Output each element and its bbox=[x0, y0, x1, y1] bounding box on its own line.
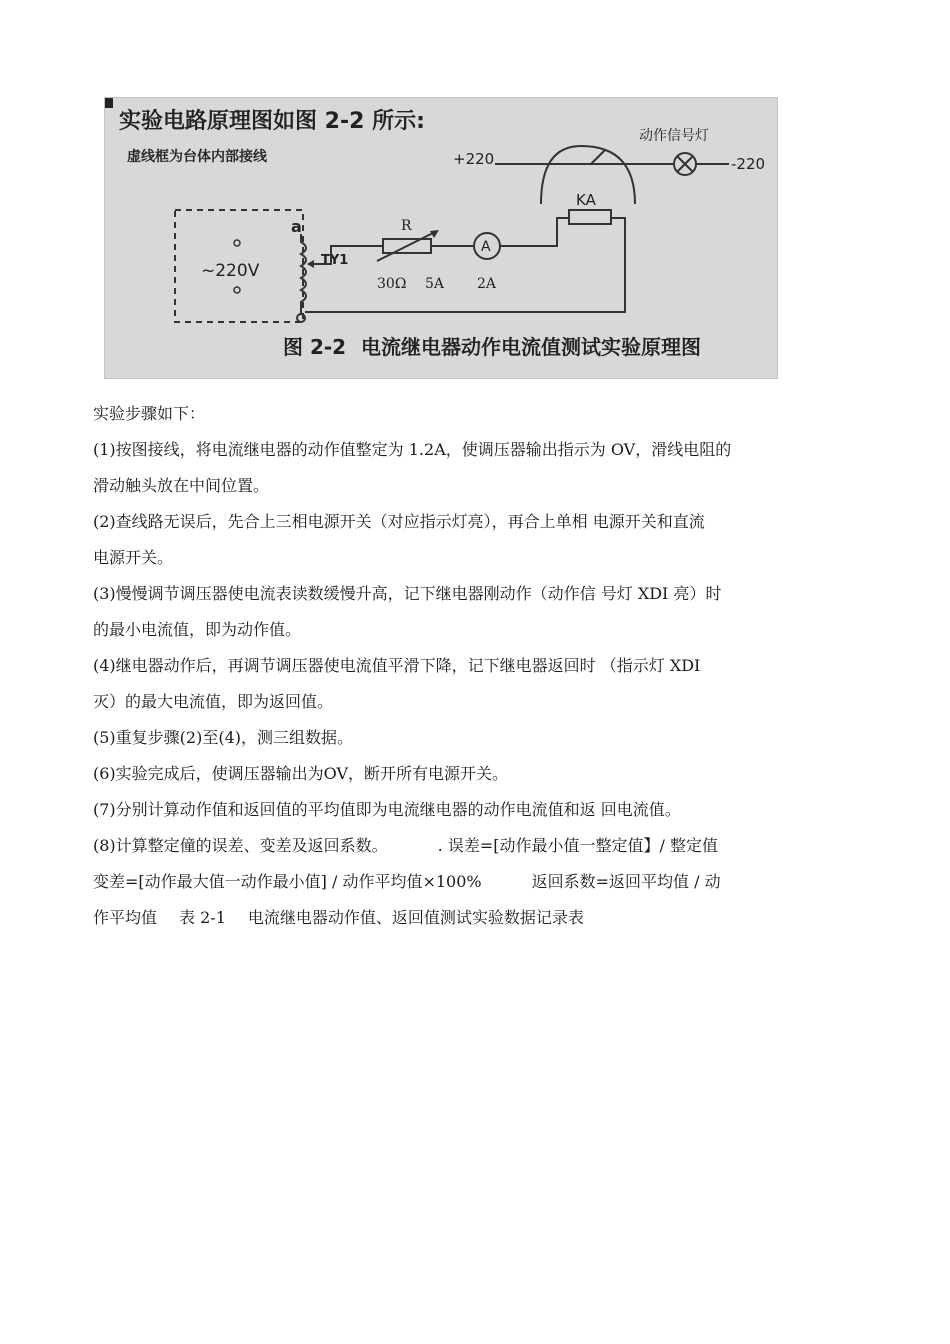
step-2-line-2: 电源开关。 bbox=[93, 548, 174, 567]
steps-intro: 实验步骤如下： bbox=[93, 404, 206, 423]
step-7: (7)分别计算动作值和返回值的平均值即为电流继电器的动作电流值和返 回电流值。 bbox=[93, 800, 681, 819]
signal-lamp-label: 动作信号灯 bbox=[639, 128, 709, 144]
ka-label: KA bbox=[576, 191, 596, 209]
variation-formula: 变差=[动作最大值一动作最小值] / 动作平均值×100% bbox=[93, 872, 482, 891]
step-3-line-2: 的最小电流值，即为动作值。 bbox=[93, 620, 302, 639]
relay-contact bbox=[591, 150, 605, 164]
ty1-label: TY1 bbox=[321, 253, 349, 268]
figure-note: 虚线框为台体内部接线 bbox=[127, 149, 267, 165]
step-4-line-2: 灭）的最大电流值，即为返回值。 bbox=[93, 692, 334, 711]
circuit-figure bbox=[104, 97, 778, 379]
step-3-line-1: (3)慢慢调节调压器使电流表读数缓慢升高，记下继电器刚动作（动作信 号灯 XDI 亮）时 bbox=[93, 584, 722, 603]
table-number: 表 2-1 bbox=[179, 908, 226, 927]
r-label: R bbox=[401, 218, 412, 234]
ammeter-range-label: 2A bbox=[477, 276, 497, 292]
step-2-line-1: (2)查线路无误后，先合上三相电源开关（对应指示灯亮），再合上单相 电源开关和直流 bbox=[93, 512, 705, 531]
step-4-line-1: (4)继电器动作后，再调节调压器使电流值平滑下降，记下继电器返回时 （指示灯 XDI bbox=[93, 656, 701, 675]
figure-heading: 实验电路原理图如图 2-2 所示: bbox=[119, 109, 425, 134]
step-5: (5)重复步骤(2)至(4)，测三组数据。 bbox=[93, 728, 353, 747]
step-1-line-1: (1)按图接线，将电流继电器的动作值整定为 1.2A，使调压器输出指示为 OV，滑线电阻的 bbox=[93, 440, 732, 459]
signal-lamp-icon bbox=[674, 153, 696, 175]
step-8-line-2 bbox=[93, 864, 833, 900]
res-value-label: 30Ω bbox=[377, 276, 407, 292]
ammeter-icon bbox=[474, 233, 500, 259]
circuit-diagram bbox=[105, 98, 777, 378]
relay-coil bbox=[569, 210, 611, 224]
step-8-line-1 bbox=[93, 828, 833, 864]
return-coefficient-formula: 返回系数=返回平均值 / 动 bbox=[531, 872, 721, 891]
experiment-steps bbox=[93, 396, 833, 936]
table-title: 电流继电器动作值、返回值测试实验数据记录表 bbox=[247, 908, 584, 927]
step-6: (6)实验完成后，使调压器输出为OV，断开所有电源开关。 bbox=[93, 764, 509, 783]
source-label: ~220V bbox=[201, 261, 260, 281]
terminal-a-label: a bbox=[291, 217, 302, 236]
res-current-label: 5A bbox=[425, 276, 445, 292]
figure-caption-text: 电流继电器动作电流值测试实验原理图 bbox=[361, 335, 701, 359]
step-8-line-3: 作平均值 表 2-1 电流继电器动作值、返回值测试实验数据记录表 bbox=[93, 908, 584, 927]
svg-text:A: A bbox=[481, 239, 491, 255]
corner-marker bbox=[105, 98, 113, 108]
figure-caption-number: 图 2-2 bbox=[283, 335, 347, 359]
step-8-intro: (8)计算整定僮的误差、变差及返回系数。 bbox=[93, 836, 388, 855]
step-1-line-2: 滑动触头放在中间位置。 bbox=[93, 476, 270, 495]
minus-220-label: -220 bbox=[731, 155, 766, 173]
plus-220-label: +220 bbox=[453, 150, 495, 168]
error-formula: . 误差=[动作最小值一整定值】/ 整定值 bbox=[437, 836, 718, 855]
